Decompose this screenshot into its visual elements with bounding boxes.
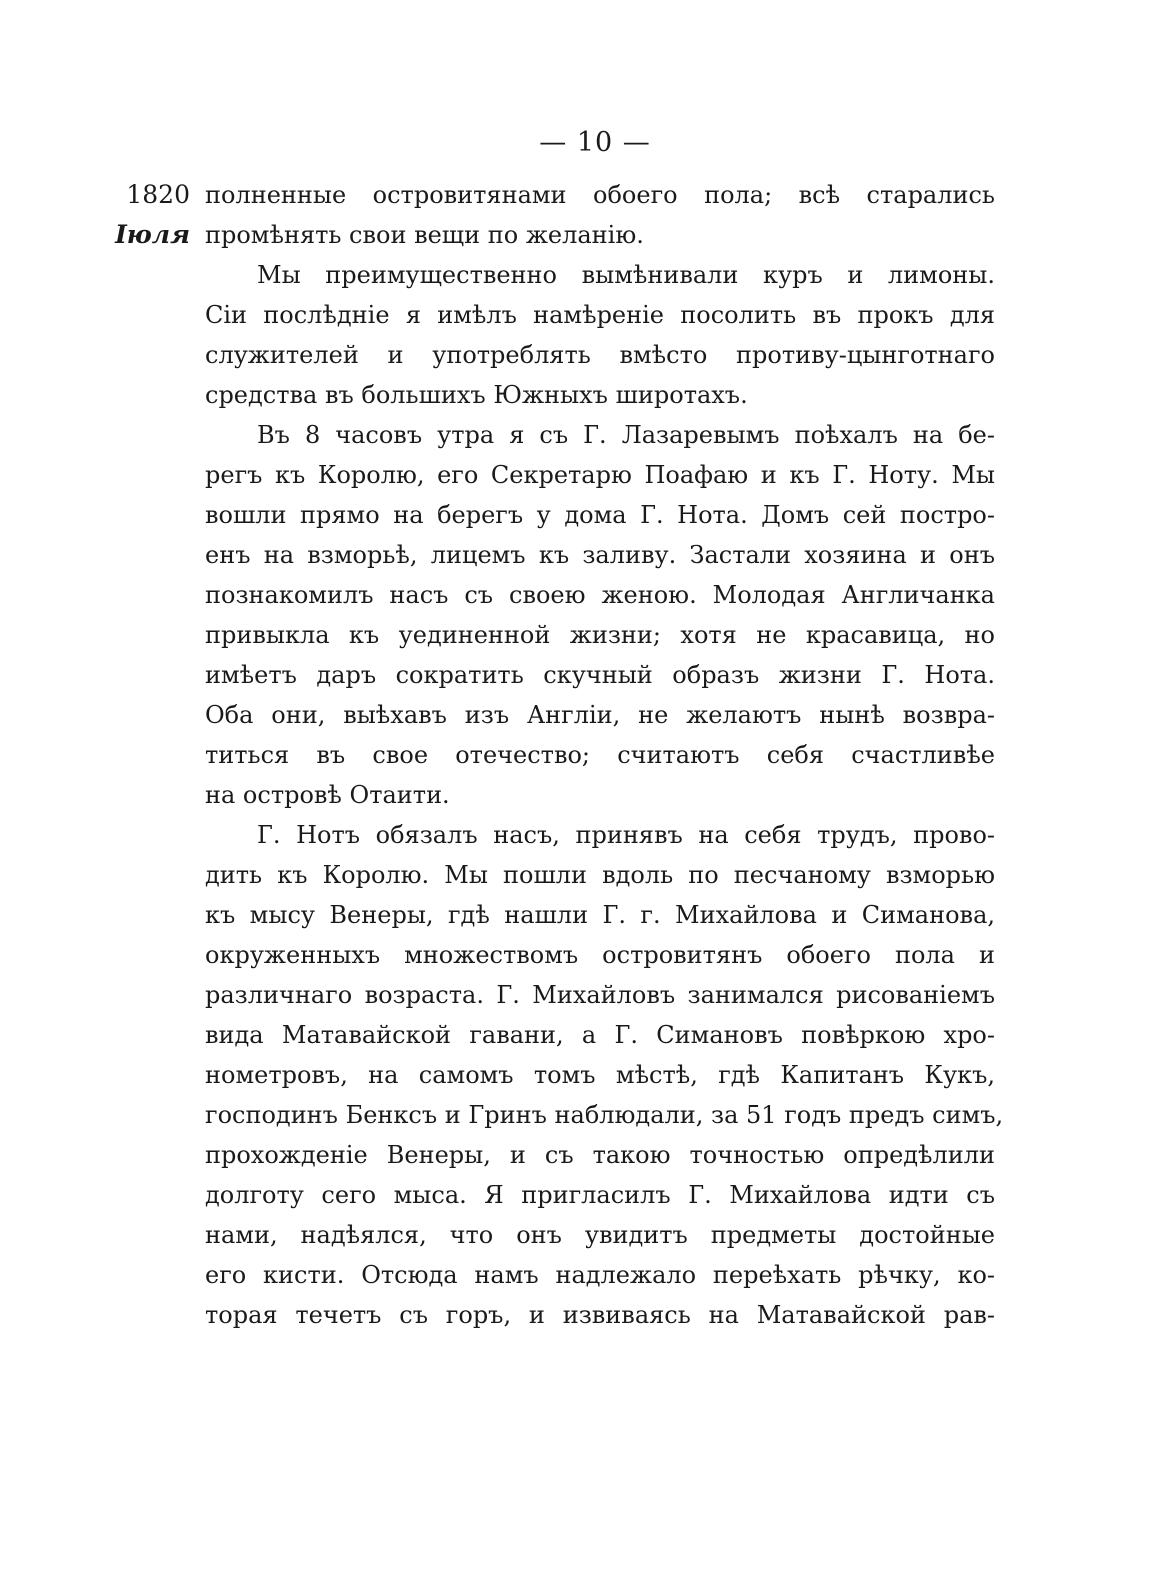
text-line: на островѣ Отаити.	[205, 781, 450, 809]
text-line: вошли прямо на берегъ у дома Г. Нота. Домъ сей постро-	[205, 501, 995, 529]
margin-year: 1820	[126, 180, 190, 209]
text-line: познакомилъ насъ съ своею женою. Молодая Англичанка	[205, 581, 995, 609]
text-line: имѣетъ даръ сократить скучный образъ жизни Г. Нота.	[205, 661, 995, 689]
text-line: енъ на взморьѣ, лицемъ къ заливу. Застали хозяина и онъ	[205, 541, 995, 569]
paragraph	[205, 815, 1004, 1335]
page-number: — 10 —	[539, 127, 651, 158]
text-line: къ мысу Венеры, гдѣ нашли Г. г. Михайлова и Симанова,	[205, 901, 995, 929]
margin-month: Іюля	[115, 220, 190, 249]
text-line: Сіи послѣдніе я имѣлъ намѣреніе посолить въ прокъ для	[205, 301, 995, 329]
text-line: Г. Нотъ обязалъ насъ, принявъ на себя трудъ, прово-	[257, 821, 995, 849]
text-line: господинъ Бенксъ и Гринъ наблюдали, за 51 годъ предъ симъ,	[205, 1101, 1004, 1129]
text-line: полненные островитянами обоего пола; всѣ старались	[205, 181, 995, 209]
body-text	[205, 175, 1004, 1335]
text-line: торая течетъ съ горъ, и извиваясь на Матавайской рав-	[205, 1301, 995, 1329]
text-line: различнаго возраста. Г. Михайловъ занимался рисованіемъ	[205, 981, 995, 1009]
paragraph	[205, 175, 995, 255]
text-line: средства въ большихъ Южныхъ широтахъ.	[205, 381, 748, 409]
paragraph	[205, 255, 995, 415]
text-line: Оба они, выѣхавъ изъ Англіи, не желаютъ нынѣ возвра-	[205, 701, 995, 729]
text-line: служителей и употреблять вмѣсто противу-цынготнаго	[205, 341, 995, 369]
text-line: Въ 8 часовъ утра я съ Г. Лазаревымъ поѣхалъ на бе-	[257, 421, 995, 449]
text-line: прохожденіе Венеры, и съ такою точностью опредѣлили	[205, 1141, 995, 1169]
text-line: дить къ Королю. Мы пошли вдоль по песчаному взморью	[205, 861, 995, 889]
paragraph	[205, 415, 995, 815]
text-line: титься въ свое отечество; считаютъ себя счастливѣе	[205, 741, 995, 769]
text-line: привыкла къ уединенной жизни; хотя не красавица, но	[205, 621, 995, 649]
text-line: регъ къ Королю, его Секретарю Поафаю и къ Г. Ноту. Мы	[205, 461, 995, 489]
text-line: нами, надѣялся, что онъ увидитъ предметы достойные	[205, 1221, 995, 1249]
text-line: промѣнять свои вещи по желанію.	[205, 221, 644, 249]
text-line: окруженныхъ множествомъ островитянъ обоего пола и	[205, 941, 995, 969]
text-line: вида Матавайской гавани, а Г. Симановъ повѣркою хро-	[205, 1021, 995, 1049]
text-line: нометровъ, на самомъ томъ мѣстѣ, гдѣ Капитанъ Кукъ,	[205, 1061, 995, 1089]
text-line: долготу сего мыса. Я пригласилъ Г. Михайлова идти съ	[205, 1181, 995, 1209]
text-line: его кисти. Отсюда намъ надлежало переѣхать рѣчку, ко-	[205, 1261, 995, 1289]
text-line: Мы преимущественно вымѣнивали куръ и лимоны.	[257, 261, 995, 289]
